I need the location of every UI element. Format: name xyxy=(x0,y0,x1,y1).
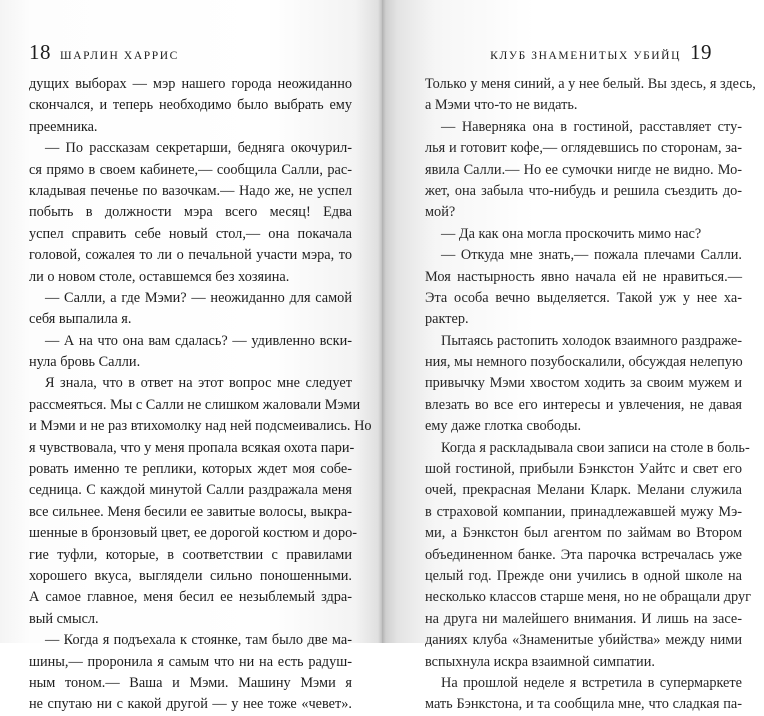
text-line: очей, прекрасная Мелани Кларк. Мелани служила xyxy=(425,482,742,499)
text-line: жет, она забыла что-нибудь и решила съездить до- xyxy=(425,182,742,199)
text-line: — По рассказам секретарши, бедняга окочурил- xyxy=(45,140,352,157)
text-line: преемника. xyxy=(29,118,98,135)
text-line: — Салли, а где Мэми? — неожиданно для самой xyxy=(45,289,352,306)
text-line: привычку Мэми хвостом ходить за своим мужем и xyxy=(425,375,742,392)
left-page-body xyxy=(29,74,372,716)
text-line: вспыхнула искра взаимной симпатии. xyxy=(425,653,655,670)
text-line: явила Салли.— Но ее сумочки нигде не видно. Мо- xyxy=(425,161,742,178)
page-number: 18 xyxy=(29,40,51,64)
text-line: не спутаю ни с какой другой — у нее тоже «чевет». xyxy=(29,696,352,713)
text-line: головой, сожалея то ли о печальной участи мэра, то xyxy=(29,247,352,264)
text-line: А самое главное, меня бесил ее незыблемый здра- xyxy=(29,589,352,606)
text-line: На прошлой неделе я встретила в супермаркете xyxy=(441,674,742,691)
text-line: а Мэми что-то не видать. xyxy=(425,97,578,114)
text-line: себя выпалила я. xyxy=(29,311,132,328)
text-line: Моя настырность явно начала ей не нравиться.— xyxy=(425,268,742,285)
text-line: даниях клуба «Знаменитые убийства» между ними xyxy=(425,632,742,649)
text-line: хорошего вкуса, выглядели сильно поношенными. xyxy=(29,567,352,584)
text-line: все сильнее. Меня бесили ее завитые волосы, выкра- xyxy=(29,503,352,520)
text-line: Я знала, что в ответ на этот вопрос мне следует xyxy=(45,375,352,392)
text-line: Пытаясь растопить холодок взаимного раздраже- xyxy=(441,332,742,349)
text-line: седница. С каждой минутой Салли раздражала меня xyxy=(29,482,352,499)
text-line: мать Бэнкстона, и та сообщила мне, что сладкая па- xyxy=(425,696,742,713)
text-line: дущих выборах — мэр нашего города неожиданно xyxy=(29,76,352,92)
text-line: мой? xyxy=(425,204,456,221)
text-line: ему даже глотка свободы. xyxy=(425,418,582,435)
right-page xyxy=(382,0,764,713)
text-line: кладывая печенье по вазочкам.— Надо же, не успел xyxy=(29,182,352,199)
text-line: ли о новом столе, оставшемся без хозяина. xyxy=(29,268,290,285)
left-page-header xyxy=(29,40,179,68)
right-page-body xyxy=(425,74,756,716)
text-line: вый смысл. xyxy=(29,610,99,627)
text-line: шенные в бронзовый цвет, ее дорогой костюм и доро- xyxy=(29,525,358,542)
page-number: 19 xyxy=(690,40,712,64)
text-line: побыть в должности мэра всего месяц! Едва xyxy=(29,204,352,221)
text-line: — Наверняка она в гостиной, расставляет сту- xyxy=(441,118,742,135)
text-line: ся прямо в своем кабинете,— сообщила Салли, рас- xyxy=(29,161,352,178)
text-line: ровать именно те реплики, которых ждет моя собе- xyxy=(29,461,352,478)
text-line: целый год. Прежде они учились в одной школе на xyxy=(425,567,742,584)
text-line: — Откуда мне знать,— пожала плечами Салли. xyxy=(441,247,742,264)
text-line: шины,— проронила я самым что ни на есть радуш- xyxy=(29,653,352,670)
text-line: ным тоном.— Ваша и Мэми. Машину Мэми я xyxy=(29,674,352,691)
running-head-title: КЛУБ ЗНАМЕНИТЫХ УБИЙЦ xyxy=(490,50,681,62)
text-line: Только у меня синий, а у нее белый. Вы здесь, я здесь, xyxy=(425,76,756,92)
text-line: рассмеяться. Мы с Салли не слишком жаловали Мэми xyxy=(29,396,361,413)
text-line: ния, мы немного позубоскалили, обсуждая нелепую xyxy=(425,354,743,371)
text-line: я чувствовала, что у меня пропала всякая охота пари- xyxy=(29,439,355,456)
text-line: влезать во все его интересы и увлечения, не давая xyxy=(425,396,742,413)
text-line: несколько классов старше меня, но не обращали друг xyxy=(425,589,751,606)
text-line: ми, а Бэнкстон был агентом по займам во Втором xyxy=(425,525,742,542)
text-line: успел справить себе новый стол,— она покачала xyxy=(29,225,352,242)
text-line: на друга ни малейшего внимания. И лишь на засе- xyxy=(425,610,742,627)
text-line: шой гостиной, прибыли Бэнкстон Уайтс и свет его xyxy=(425,461,742,478)
text-line: и Мэми и не раз втихомолку над ней подсмеивались. Но xyxy=(29,418,372,435)
text-line: Когда я раскладывала свои записи на столе в боль- xyxy=(441,439,750,456)
text-line: — Когда я подъехала к стоянке, там было две ма- xyxy=(45,632,352,649)
text-line: нула бровь Салли. xyxy=(29,354,141,371)
left-page xyxy=(0,0,382,713)
right-page-header xyxy=(490,40,712,68)
text-line: скончался, и теперь необходимо было выбрать ему xyxy=(29,97,352,114)
text-line: Эта особа вечно выделяется. Такой уж у нее ха- xyxy=(425,289,742,306)
text-line: рактер. xyxy=(425,311,469,328)
text-line: объединенном банке. Эта парочка встречалась уже xyxy=(425,546,742,563)
text-line: гие туфли, которые, в соответствии с правилами xyxy=(29,546,352,563)
running-head-author: ШАРЛИН ХАРРИС xyxy=(60,50,179,62)
text-line: — Да как она могла проскочить мимо нас? xyxy=(441,225,702,242)
text-line: — А на что она вам сдалась? — удивленно вски- xyxy=(45,332,352,349)
text-line: лья и готовит кофе,— оглядевшись по сторонам, за- xyxy=(425,140,742,157)
text-line: в страховой компании, принадлежавшей мужу Мэ- xyxy=(425,503,742,520)
